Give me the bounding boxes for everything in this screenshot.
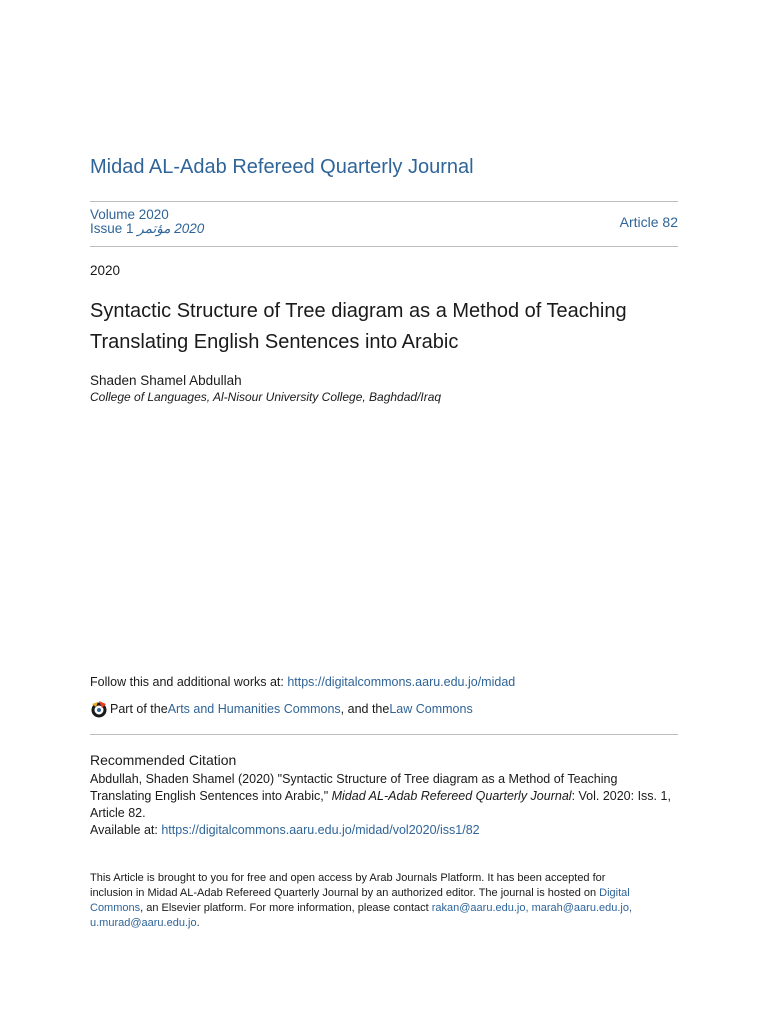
author-affiliation: College of Languages, Al-Nisour University College, Baghdad/Iraq xyxy=(90,390,442,404)
follow-line xyxy=(90,675,515,689)
article-title: Syntactic Structure of Tree diagram as a Method of Teaching Translating English Sentences into Arabic xyxy=(90,300,627,353)
part-of-middle: , and the xyxy=(340,702,390,716)
issue-link[interactable] xyxy=(90,221,204,236)
author-name: Shaden Shamel Abdullah xyxy=(90,373,242,388)
available-label: Available at: xyxy=(90,823,162,837)
recommended-citation-heading: Recommended Citation xyxy=(90,752,237,768)
citation-text xyxy=(90,771,678,822)
journal-title-link[interactable]: Midad AL-Adab Refereed Quarterly Journal xyxy=(90,156,474,178)
article-number-link[interactable]: Article 82 xyxy=(619,214,678,230)
volume-link[interactable]: Volume 2020 xyxy=(90,207,169,222)
citation-start: Abdullah, Shaden Shamel (2020) "Syntactic Structure of Tree diagram as a Method of Teaching Translating English Sentences into Arabic," xyxy=(90,772,618,803)
issue-prefix: Issue 1 xyxy=(90,221,134,236)
repository-link[interactable]: https://digitalcommons.aaru.edu.jo/midad xyxy=(287,675,516,689)
divider xyxy=(90,734,678,735)
volume-issue-block xyxy=(90,208,204,236)
part-of-prefix: Part of the xyxy=(110,702,168,716)
notice-text-2: , an Elsevier platform. For more information, please contact xyxy=(140,902,432,914)
notice-text-3: . xyxy=(196,917,200,929)
arts-humanities-commons-link[interactable]: Arts and Humanities Commons xyxy=(167,702,341,716)
bepress-logo-icon xyxy=(90,700,108,718)
available-at-line xyxy=(90,823,480,837)
notice-text-1: This Article is brought to you for free and open access by Arab Journals Platform. It has been accepted for inclusion in Midad AL-Adab Refereed Quarterly Journal by an authorized editor. The journal is hosted on xyxy=(90,872,606,899)
publication-year: 2020 xyxy=(90,263,121,278)
law-commons-link[interactable]: Law Commons xyxy=(389,702,473,716)
follow-label: Follow this and additional works at: xyxy=(90,675,288,689)
divider xyxy=(90,246,678,247)
issue-name: 2020 مؤتمر xyxy=(137,221,205,236)
contact-emails-link[interactable]: rakan@aaru.edu.jo, marah@aaru.edu.jo, u.murad@aaru.edu.jo xyxy=(90,902,633,929)
citation-journal: Midad AL-Adab Refereed Quarterly Journal xyxy=(331,789,572,803)
citation-end: : Vol. 2020: Iss. 1, Article 82. xyxy=(90,789,671,820)
digital-commons-link[interactable]: Digital Commons xyxy=(90,887,630,914)
divider xyxy=(90,201,678,202)
access-notice xyxy=(90,871,650,931)
article-url-link[interactable]: https://digitalcommons.aaru.edu.jo/midad/vol2020/iss1/82 xyxy=(161,823,480,837)
part-of-line xyxy=(90,700,473,718)
